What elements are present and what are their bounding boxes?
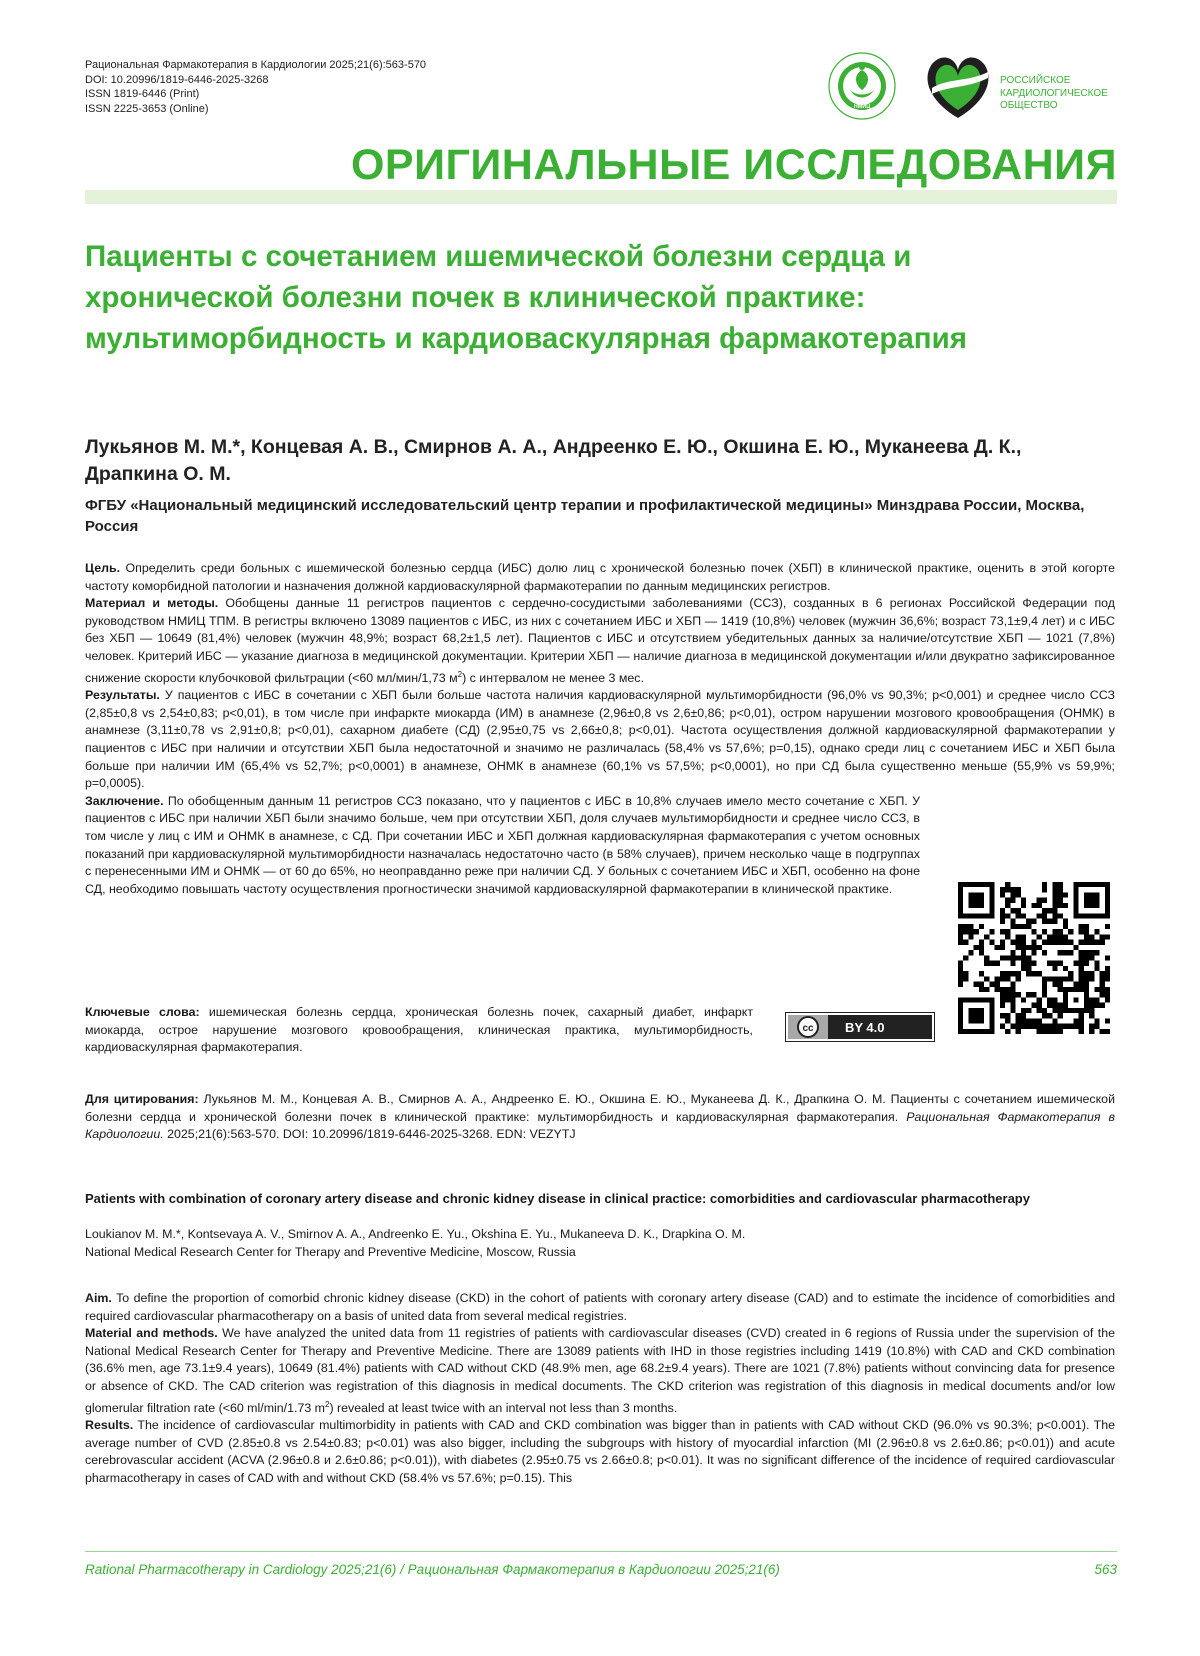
doi-line: DOI: 10.20996/1819-6446-2025-3268 [85,73,269,86]
page-number: 563 [1094,1562,1117,1577]
authors: Лукьянов М. М.*, Концевая А. В., Смирнов А. А., Андреенко Е. Ю., Окшина Е. Ю., Муканеева Д. К., Драпкина О. М. [85,436,1022,485]
issn-print: ISSN 1819-6446 (Print) [85,88,200,100]
abstract-methods: Материал и методы. Обобщены данные 11 регистров пациентов с сердечно-сосудистыми заболеваниями (ССЗ), созданных в 6 регионах Российской Федерации под руководством НМИЦ ТПМ. В регистры включено 13089 пациентов с ИБС, из них с сочетанием ИБС и ХБП — 1419 (10,8%) человек (мужчин 36,6%; возраст 73,1±9,4 лет) и с ИБС без ХБП — 10649 (81,4%) человек (мужчин 48,9%; возраст 68,2±1,5 лет). Пациентов с ИБС и отсутствием убедительных данных за наличие/отсутствие ХБП — 1021 (7,8%) человек. Критерий ИБС — указание диагноза в медицинской документации. Критерии ХБП — наличие диагноза в медицинской документации и/или двукратно зафиксированное снижение скорости клубочковой фильтрации (<60 мл/мин/1,73 $м^2$) с интервалом не менее 3 мес. [85,596,1115,685]
abstract-aim: Цель. Определить среди больных с ишемической болезнью сердца (ИБС) долю лиц с хронической болезнью почек (ХБП) в клинической практике, оценить в этой когорте частоту коморбидной патологии и назначения должной кардиоваскулярной фармакотерапии по данным медицинских регистров. [85,561,1115,593]
english-affiliation: National Medical Research Center for Therapy and Preventive Medicine, Moscow, Russia [85,1244,576,1259]
abstract-en-results: Results. The incidence of cardiovascular multimorbidity in patients with CAD and CKD combination was bigger than in patients with CAD without CKD (96.0% vs 90.3%; p<0.001). The average number of CVD (2.85±0.8 vs 2.54±0.83; p<0.01) was also bigger, including the subgroups with history of myocardial infarction (MI (2.96±0.8 vs 2.6±0.86; p<0.01)) and acute cerebrovascular accident (ACVA (2.96±0.8 и 2.6±0.86; p<0.01)), with diabetes (2.95±0.75 vs 2.66±0.8; p<0.01). It was no significant difference of the incidence of required cardiovascular pharmacotherapy in cases of CAD with and without CKD (58.4% vs 57.6%; p=0.15). This [85,1418,1115,1486]
qr-code[interactable] [958,882,1110,1034]
nmic-logo [826,50,898,122]
english-title: Patients with combination of coronary artery disease and chronic kidney disease in clinical practice: comorbidities and cardiovascular pharmacotherapy [85,1191,1030,1206]
english-authors: Loukianov M. M.*, Kontsevaya A. V., Smirnov A. A., Andreenko E. Yu., Okshina E. Yu., Mukaneeva D. K., Drapkina O. M. [85,1227,746,1241]
cc-icon: cc [802,1023,814,1034]
abstract-conclusion: Заключение. По обобщенным данным 11 регистров ССЗ показано, что у пациентов с ИБС в 10,8% случаев имело место сочетание с ХБП. У пациентов с ИБС при наличии ХБП были значимо больше, чем при отсутствии ХБП, доля случаев мультиморбидности и среднее число ССЗ, в том числе у лиц с ИМ и ОНМК в анамнезе, с СД. При сочетании ИБС и ХБП должная кардиоваскулярная фармакотерапия с учетом основных показаний при кардиоваскулярной мультиморбидности назначалась недостаточно часто (в 58% случаев), причем несколько чаще в подгруппах с перенесенными ИМ и ОНМК — от 60 до 65%, но неоправданно реже при наличии СД. У больных с сочетанием ИБС и ХБП, особенно на фоне СД, необходимо повышать частоту осуществления прогностически значимой кардиоваскулярной фармакотерапии в клинической практике. [85,793,920,896]
society-name: РОССИЙСКОЕ КАРДИОЛОГИЧЕСКОЕ ОБЩЕСТВО [1000,75,1108,111]
keywords: Ключевые слова: ишемическая болезнь сердца, хроническая болезнь почек, сахарный диабет, инфаркт миокарда, острое нарушение мозгового кровообращения, клиническая практика, мультиморбидность, кардиоваскулярная фармакотерапия. [85,1005,753,1055]
abstract-ru [85,560,1115,898]
section-underline [85,190,1117,204]
journal-meta [85,58,426,116]
cc-license-badge[interactable] [785,1012,935,1042]
abstract-en-methods: Material and methods. We have analyzed the united data from 11 registries of patients with cardiovascular diseases (CVD) created in 6 regions of Russia under the supervision of the National Medical Research Center for Therapy and Preventive Medicine. There are 13089 patients with IHD in those registries including 1419 (10.8%) with CAD and CKD combination (36.6% men, age 73.1±9.4 years), 10649 (81.4%) patients with CAD without CKD (48.9% men, age 68.2±9.4 years). There are 1021 (7.8%) patients without convincing data for presence or absence of CKD. The CAD criterion was registration of this diagnosis in medical documents. The CKD criterion was registration of this diagnosis in medical documents and/or low glomerular filtration rate (<60 ml/min/1.73 $m^2$) revealed at least twice with an interval not less than 3 months. [85,1326,1115,1415]
nmic-label: НМИЦ [853,104,871,110]
cc-by-label: BY 4.0 [845,1020,885,1035]
article-title: Пациенты с сочетанием ишемической болезни сердца и хронической болезни почек в клинической практике: мультиморбидность и кардиоваскулярная фармакотерапия [85,240,967,355]
affiliation: ФГБУ «Национальный медицинский исследовательский центр терапии и профилактической медицины» Минздрава России, Москва, Россия [85,497,1085,535]
abstract-results: Результаты. У пациентов с ИБС в сочетании с ХБП были больше частота наличия кардиоваскулярной мультиморбидности (96,0% vs 90,3%; p<0,001) и среднее число ССЗ (2,85±0,8 vs 2,54±0,83; p<0,01), в том числе при инфаркте миокарда (ИМ) в анамнезе (2,96±0,8 vs 2,6±0,86; p<0,01), остром нарушении мозгового кровообращения (ОНМК) в анамнезе (3,11±0,78 vs 2,91±0,8; p<0,01), сахарном диабете (СД) (2,95±0,75 vs 2,66±0,8; p<0,01). Частота осуществления должной кардиоваскулярной фармакотерапии у пациентов с ИБС при наличии и отсутствии ХБП была недостаточной и значимо не различалась (58,4% vs 57,6%; p=0,15), однако среди лиц с сочетанием ИБС и ХБП была больше при наличии ИМ (65,4% vs 52,7%; p<0,0001) в анамнезе, ОНМК в анамнезе (60,1% vs 57,5%; p<0,0001), но при СД была существенно меньше (55,9% vs 59,9%; p=0,0005). [85,688,1115,791]
english-authors-block [85,1226,1115,1261]
journal-line: Рациональная Фармакотерапия в Кардиологии 2025;21(6):563-570 [85,59,427,71]
citation: Для цитирования: Лукьянов М. М., Концевая А. В., Смирнов А. А., Андреенко Е. Ю., Окшина Е. Ю., Муканеева Д. К., Драпкина О. М. Пациенты с сочетанием ишемической болезни сердца и хронической болезни почек в клинической практике: мультиморбидность и кардиоваскулярная фармакотерапия. Рациональная Фармакотерапия в Кардиологии. 2025;21(6):563-570. DOI: 10.20996/1819-6446-2025-3268. EDN: VEZYTJ [85,1092,1115,1142]
abstract-en [85,1290,1115,1488]
abstract-en-aim: Aim. To define the proportion of comorbid chronic kidney disease (CKD) in the cohort of patients with coronary artery disease (CAD) and to estimate the incidence of comorbidities and required cardiovascular pharmacotherapy on a basis of united data from several medical registries. [85,1291,1115,1323]
footer-journal: Rational Pharmacotherapy in Cardiology 2025;21(6) / Рациональная Фармакотерапия в Кардиологии 2025;21(6) [85,1562,780,1577]
society-logo [918,48,998,126]
section-title: ОРИГИНАЛЬНЫЕ ИССЛЕДОВАНИЯ [350,141,1117,189]
footer-divider [85,1551,1117,1552]
issn-online: ISSN 2225-3653 (Online) [85,102,209,115]
